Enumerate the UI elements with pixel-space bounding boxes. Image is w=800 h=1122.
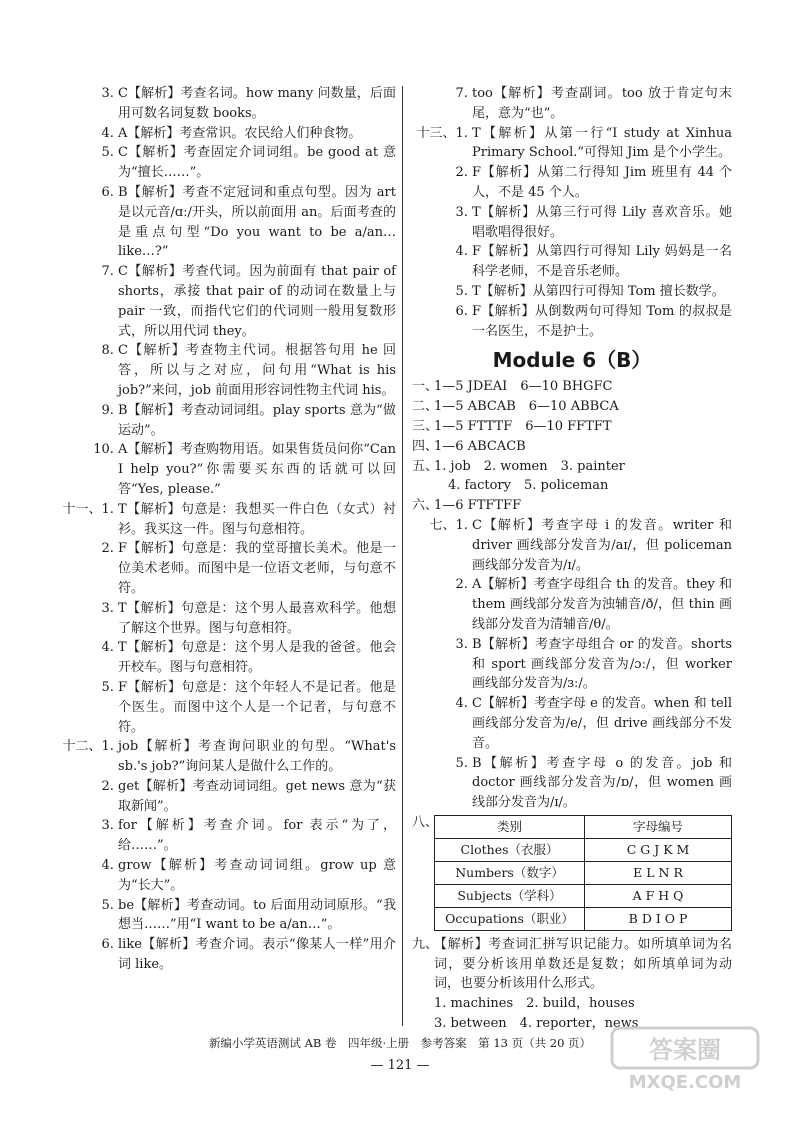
answer-item bbox=[62, 500, 396, 540]
answer-item bbox=[84, 777, 396, 817]
table-header-row bbox=[435, 815, 732, 838]
answer-text: T【解析】句意是：这个男人是我的爸爸。他会开校车。图与句意相符。 bbox=[118, 640, 396, 676]
answer-item bbox=[84, 678, 396, 737]
category-cell: Occupations（职业） bbox=[435, 907, 585, 930]
table-header-letters: 字母编号 bbox=[585, 815, 732, 838]
answer-item bbox=[412, 635, 732, 694]
answer-number: 10. bbox=[93, 442, 118, 458]
answer-item bbox=[84, 816, 396, 856]
section-13-answers bbox=[412, 84, 732, 341]
answer-text: F【解析】句意是：这个年轻人不是记者。他是个医生。而图中这个人是一个记者，与句意不符。 bbox=[118, 679, 396, 735]
answer-number: 3. bbox=[101, 600, 118, 616]
svg-text:MXQE.COM: MXQE.COM bbox=[628, 1072, 742, 1093]
module-title: Module 6（B） bbox=[492, 348, 652, 373]
category-cell: Numbers（数字） bbox=[435, 861, 585, 884]
answer-text: B【解析】考查字母 o 的发音。job 和 doctor 画线部分发音为/ɒ/，但 women 画线部分发音为/ɪ/。 bbox=[472, 755, 732, 811]
answer-number: 3. bbox=[455, 636, 472, 652]
answer-text: too【解析】考查副词。too 放于肯定句末尾，意为“也”。 bbox=[472, 86, 732, 121]
answer-number: 4. bbox=[101, 640, 118, 656]
answer-number: 5. bbox=[455, 283, 472, 299]
table-row bbox=[435, 861, 732, 884]
table-row bbox=[435, 907, 732, 930]
quick-answer-row bbox=[412, 496, 732, 516]
answer-number: 5. bbox=[455, 755, 472, 771]
module6-quick-answers bbox=[412, 377, 732, 516]
answer-text: F【解析】句意是：我的堂哥擅长美术。他是一位美术老师。而图中是一位语文老师，与句意不符。 bbox=[118, 541, 396, 596]
quick-answer-row bbox=[412, 457, 732, 477]
answer-text: B【解析】考查不定冠词和重点句型。因为 art 是以元音/ɑː/开头，所以前面用 an。后面考查的是重点句型“Do you want to be a/an…like…?” bbox=[118, 184, 396, 260]
letters-cell: B D I O P bbox=[585, 907, 732, 930]
answer-number: 8. bbox=[101, 343, 118, 359]
answer-item bbox=[412, 242, 732, 282]
answer-text: C【解析】考查固定介词词组。be good at 意为“擅长……”。 bbox=[118, 145, 396, 181]
answer-text: C【解析】考查物主代词。根据答句用 he 回答，所以与之对应，问句用“What is his job?”来问，job 前面用形容词性物主代词 his。 bbox=[118, 343, 396, 398]
answer-text: C【解析】考查代词。因为前面有 that pair of shorts，承接 that pair of 的动词在数量上与 pair 一致，而指代它们的代词则一般用复数形式，所以用代词 they。 bbox=[118, 264, 396, 339]
section-9-line: 3. between 4. reporter，news bbox=[434, 1016, 639, 1032]
answer-text: T【解析】从第一行“I study at Xinhua Primary School.”可得知 Jim 是个小学生。 bbox=[472, 125, 732, 161]
section-9-label: 九、 bbox=[412, 936, 439, 952]
answer-text: 1—6 FTFTFF bbox=[434, 498, 522, 514]
table-row bbox=[435, 884, 732, 907]
answer-number: 5. bbox=[101, 145, 118, 161]
section-8 bbox=[412, 813, 732, 931]
answer-item bbox=[412, 282, 732, 302]
section-9 bbox=[412, 935, 732, 994]
answer-number: 6. bbox=[101, 937, 118, 953]
answer-text: C【解析】考查字母 i 的发音。writer 和 driver 画线部分发音为/aɪ/，但 policeman 画线部分发音为/ɪ/。 bbox=[472, 517, 732, 573]
answer-item bbox=[412, 575, 732, 634]
answer-number: 4. bbox=[455, 696, 472, 712]
answer-text: T【解析】句意是：这个男人最喜欢科学。他想了解这个世界。图与句意相符。 bbox=[118, 600, 396, 636]
answer-number: 4. bbox=[101, 858, 118, 874]
answer-number: 六、 bbox=[412, 498, 439, 514]
letters-cell: E L N R bbox=[585, 861, 732, 884]
answer-number: 十一、1. bbox=[62, 501, 118, 517]
answer-text: B【解析】考查动词词组。play sports 意为“做运动”。 bbox=[118, 402, 396, 438]
answer-text: be【解析】考查动词。to 后面用动词原形。“我想当……”用“I want to be a/an…”。 bbox=[118, 897, 396, 933]
answer-text: for【解析】考查介词。for 表示“为了，给……”。 bbox=[118, 818, 396, 854]
answer-number: 5. bbox=[101, 897, 118, 913]
answer-number: 4. bbox=[101, 125, 118, 141]
answer-number: 2. bbox=[455, 165, 472, 181]
answer-number: 三、 bbox=[412, 418, 439, 434]
answer-text: T【解析】句意是：我想买一件白色（女式）衬衫。我买这一件。图与句意相符。 bbox=[118, 501, 396, 537]
answer-number: 二、 bbox=[412, 399, 439, 415]
answer-text: A【解析】考查常识。农民给人们种食物。 bbox=[118, 125, 362, 141]
footer-info: 新编小学英语测试 AB 卷 四年级·上册 参考答案 第 13 页（共 20 页） bbox=[208, 1036, 592, 1050]
answer-number: 四、 bbox=[412, 438, 439, 454]
answer-item bbox=[84, 124, 396, 144]
answer-text: get【解析】考查动词词组。get news 意为“获取新闻”。 bbox=[118, 778, 396, 814]
answer-number: 2. bbox=[101, 541, 118, 557]
answer-number: 3. bbox=[455, 204, 472, 220]
answer-item bbox=[84, 935, 396, 975]
answer-number: 十三、1. bbox=[416, 125, 472, 141]
answer-text: F【解析】从第四行可得知 Lily 妈妈是一名科学老师，不是音乐老师。 bbox=[472, 244, 732, 280]
section-9-line: 1. machines 2. build，houses bbox=[434, 996, 635, 1012]
answer-text: 4. factory 5. policeman bbox=[448, 478, 609, 494]
answer-text: B【解析】考查字母组合 or 的发音。shorts 和 sport 画线部分发音为/ɔː/，但 worker 画线部分发音为/ɜː/。 bbox=[472, 636, 732, 692]
answer-item bbox=[84, 84, 396, 124]
answer-item bbox=[84, 896, 396, 936]
quick-answer-row bbox=[412, 377, 732, 397]
letters-cell: C G J K M bbox=[585, 838, 732, 861]
answer-text: 1—6 ABCACB bbox=[434, 438, 526, 454]
quick-answer-row bbox=[412, 476, 732, 496]
answer-number: 七、1. bbox=[429, 517, 472, 533]
answer-number: 5. bbox=[101, 679, 118, 695]
answer-text: F【解析】从第二行得知 Jim 班里有 44 个人，不是 45 个人。 bbox=[472, 165, 732, 200]
answer-number: 7. bbox=[455, 86, 472, 101]
answer-number: 五、 bbox=[412, 458, 439, 474]
section-7-answers bbox=[412, 516, 732, 813]
answer-item bbox=[412, 516, 732, 575]
answer-text: 1—5 FTTTF 6—10 FFTFT bbox=[434, 418, 612, 434]
answer-number: 6. bbox=[101, 184, 118, 200]
answer-number: 十二、1. bbox=[62, 739, 118, 755]
answer-number: 2. bbox=[455, 577, 472, 593]
answer-item bbox=[412, 124, 732, 164]
answer-text: 1—5 ABCAB 6—10 ABBCA bbox=[434, 399, 619, 415]
answer-number: 3. bbox=[101, 86, 118, 101]
table-header-category: 类别 bbox=[435, 815, 585, 838]
watermark-logo bbox=[610, 1024, 760, 1094]
answer-number: 3. bbox=[101, 818, 118, 834]
answer-item bbox=[84, 143, 396, 183]
column-divider bbox=[402, 86, 403, 1026]
answer-text: job【解析】考查询问职业的句型。“What's sb.'s job?”询问某人是做什么工作的。 bbox=[118, 739, 396, 775]
answer-item bbox=[412, 163, 732, 203]
page-number: — 121 — bbox=[370, 1058, 430, 1073]
answer-item bbox=[62, 737, 396, 777]
answer-number: 4. bbox=[455, 244, 472, 260]
answer-text: C【解析】考查字母 e 的发音。when 和 tell 画线部分发音为/e/，但 drive 画线部分不发音。 bbox=[472, 696, 732, 751]
answer-item bbox=[84, 539, 396, 598]
answer-text: grow【解析】考查动词词组。grow up 意为“长大”。 bbox=[118, 858, 396, 893]
answer-number: 一、 bbox=[412, 379, 439, 395]
answer-text: like【解析】考查介词。表示“像某人一样”用介词 like。 bbox=[118, 937, 396, 973]
answer-text: A【解析】考查购物用语。如果售货员问你“Can I help you?”你需要买东西的话就可以回答“Yes, please.” bbox=[118, 442, 396, 497]
quick-answer-row bbox=[412, 417, 732, 437]
answer-item bbox=[84, 856, 396, 896]
svg-text:答案圈: 答案圈 bbox=[649, 1036, 721, 1064]
answer-item bbox=[84, 401, 396, 441]
answer-item bbox=[84, 638, 396, 678]
section-8-label: 八、 bbox=[412, 814, 439, 830]
answer-number: 9. bbox=[101, 402, 118, 418]
answer-item bbox=[84, 262, 396, 341]
section-9-text: 【解析】考查词汇拼写识记能力。如所填单词为名词，要分析该用单数还是复数；如所填单词为动词，也要分析该用什么形式。 bbox=[434, 936, 732, 992]
answer-item bbox=[84, 599, 396, 639]
quick-answer-row bbox=[412, 397, 732, 417]
answer-item bbox=[412, 694, 732, 753]
answer-item bbox=[84, 183, 396, 262]
answer-text: C【解析】考查名词。how many 问数量，后面用可数名词复数 books。 bbox=[118, 86, 396, 121]
answer-number: 6. bbox=[455, 303, 472, 319]
answer-item bbox=[412, 754, 732, 813]
answer-item bbox=[84, 341, 396, 400]
answer-text: 1—5 JDEAI 6—10 BHGFC bbox=[434, 379, 613, 395]
category-cell: Subjects（学科） bbox=[435, 884, 585, 907]
answer-text: T【解析】从第三行可得 Lily 喜欢音乐。她唱歌唱得很好。 bbox=[472, 204, 732, 240]
quick-answer-row bbox=[412, 437, 732, 457]
answer-number: 7. bbox=[101, 264, 118, 280]
left-column bbox=[62, 84, 396, 975]
right-column bbox=[412, 84, 732, 1034]
answer-item bbox=[412, 203, 732, 243]
table-row bbox=[435, 838, 732, 861]
answer-item bbox=[412, 84, 732, 124]
letters-cell: A F H Q bbox=[585, 884, 732, 907]
answer-text: F【解析】从倒数两句可得知 Tom 的叔叔是一名医生，不是护士。 bbox=[472, 303, 732, 339]
answer-item bbox=[84, 440, 396, 499]
answer-item bbox=[412, 302, 732, 342]
category-cell: Clothes（衣服） bbox=[435, 838, 585, 861]
answer-text: 1. job 2. women 3. painter bbox=[434, 458, 625, 474]
category-table bbox=[434, 815, 732, 931]
answer-text: A【解析】考查字母组合 th 的发音。they 和 them 画线部分发音为浊辅音/ð/，但 thin 画线部分发音为清辅音/θ/。 bbox=[472, 577, 732, 632]
answer-number: 2. bbox=[101, 778, 118, 794]
answer-text: T【解析】从第四行可得知 Tom 擅长数学。 bbox=[472, 283, 725, 299]
